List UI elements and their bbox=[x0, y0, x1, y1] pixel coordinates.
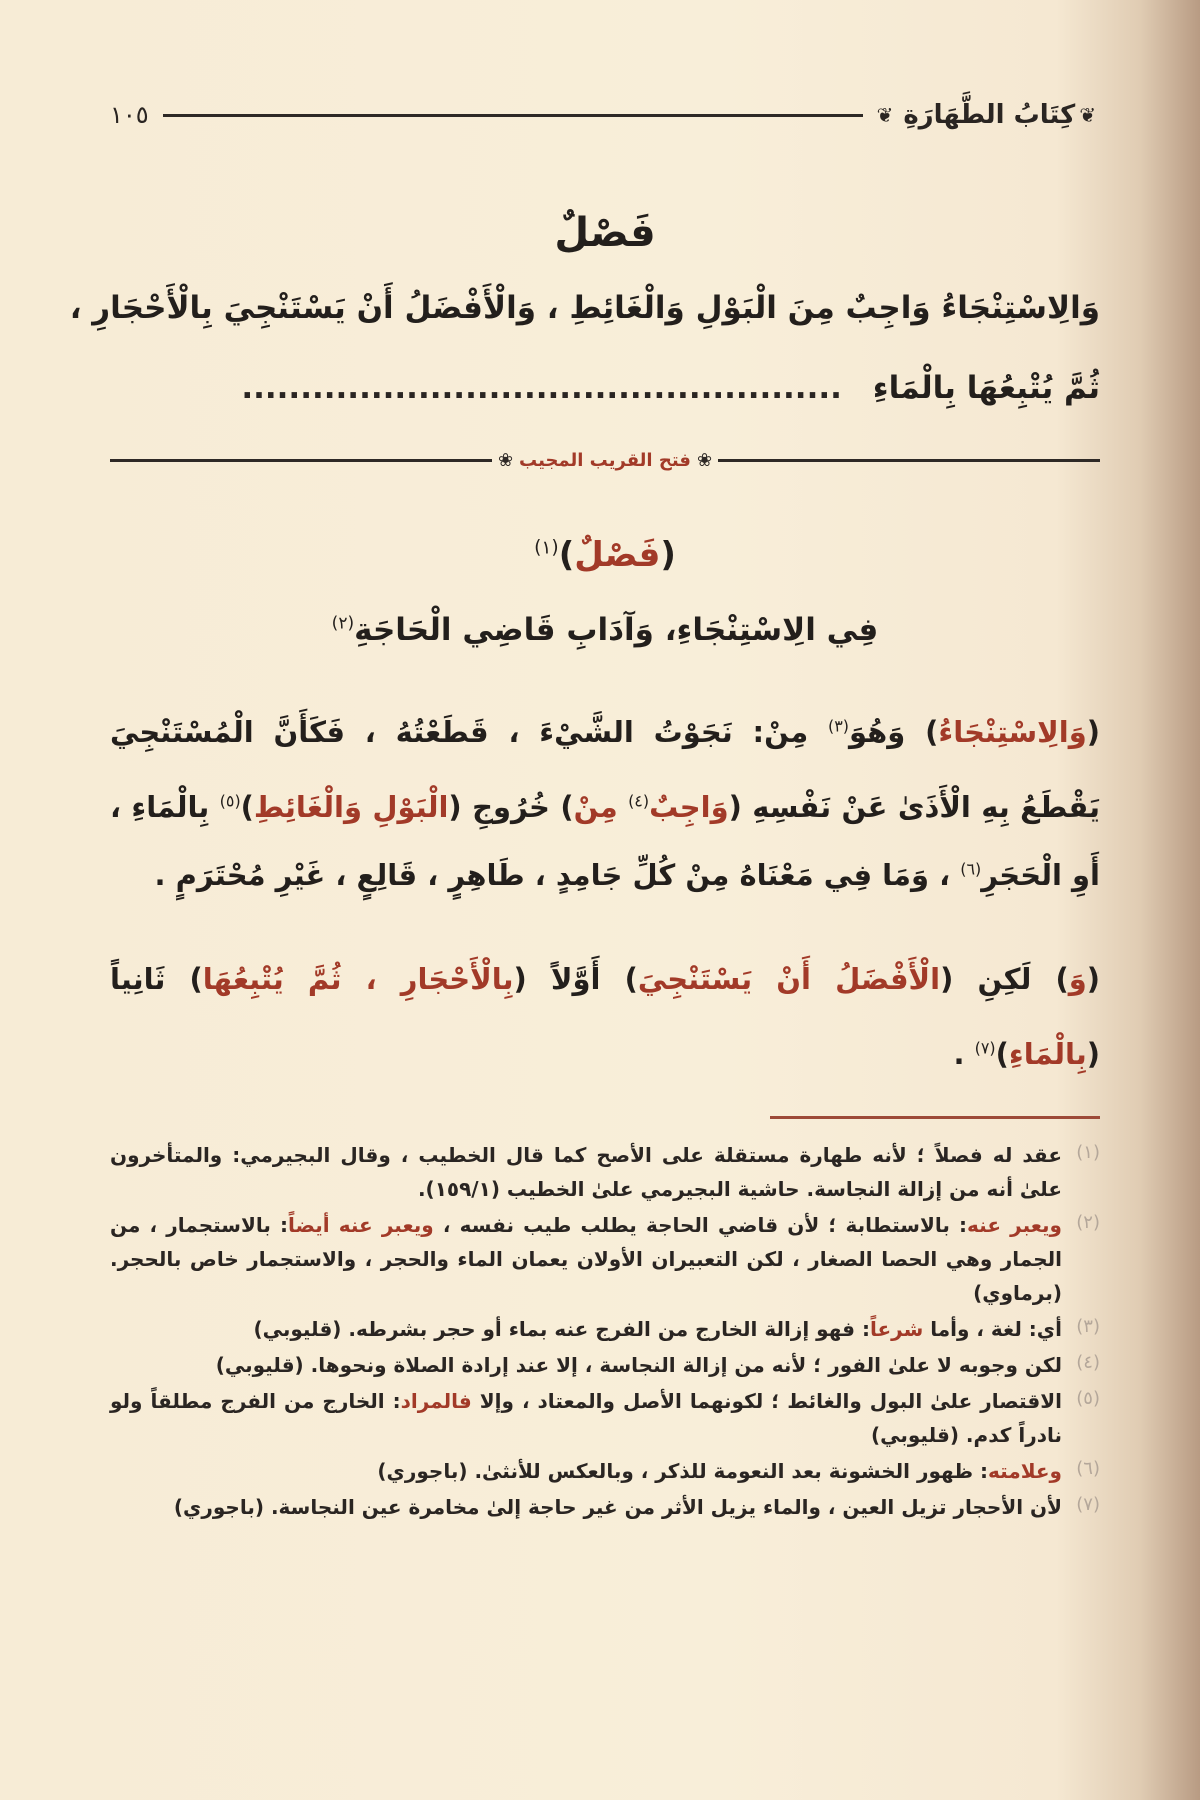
text-run: أي: لغة ، وأما bbox=[923, 1317, 1062, 1341]
ornament-icon: ❀ bbox=[497, 450, 514, 471]
highlighted-text: ويعبر عنه أيضاً bbox=[288, 1213, 434, 1237]
text-run: ) لَكِنِ ( bbox=[940, 962, 1069, 996]
divider-rule bbox=[718, 459, 1100, 462]
footnotes bbox=[110, 1138, 1100, 1526]
ornament-icon: ❦ bbox=[876, 103, 894, 127]
text-run: ) ثَانِياً bbox=[110, 962, 203, 996]
highlighted-text: بِالْأَحْجَارِ ، ثُمَّ يُتْبِعُهَا bbox=[202, 962, 514, 996]
sharh-line bbox=[110, 962, 1100, 996]
paren: ) bbox=[558, 535, 575, 575]
paren: ( bbox=[660, 535, 676, 575]
sharh-line bbox=[110, 1037, 1100, 1071]
footnote-ref[interactable]: (٤) bbox=[628, 791, 650, 811]
text-run: ) أَوَّلاً ( bbox=[513, 962, 638, 996]
footnote-ref[interactable]: (٥) bbox=[219, 791, 241, 811]
footnote-number: (٤) bbox=[1076, 1352, 1100, 1373]
text-run: ، وَمَا فِي مَعْنَاهُ مِنْ كُلِّ جَامِدٍ ، طَاهِرٍ ، قَالِعٍ ، غَيْرِ مُحْتَرَمٍ . bbox=[154, 858, 961, 892]
text-run: بِالْمَاءِ ، bbox=[110, 790, 220, 824]
footnote-number: (٧) bbox=[1076, 1494, 1100, 1515]
commentary-divider bbox=[110, 450, 1100, 471]
sharh-line bbox=[110, 715, 1100, 749]
matn-text: ثُمَّ يُتْبِعُهَا بِالْمَاءِ bbox=[872, 370, 1100, 406]
highlighted-text: الْبَوْلِ وَالْغَائِطِ bbox=[253, 790, 449, 824]
text-run: : الخارج من الفرج مطلقاً ولو نادراً كدم. (قليوبي) bbox=[110, 1389, 1062, 1447]
section-subheading bbox=[110, 612, 1100, 648]
text-run: يَقْطَعُ بِهِ الْأَذَىٰ عَنْ نَفْسِهِ ( bbox=[728, 790, 1100, 824]
text-run: ) bbox=[995, 1037, 1009, 1071]
footnote-ref[interactable]: (١) bbox=[534, 537, 559, 559]
footnote-number: (٥) bbox=[1076, 1388, 1100, 1409]
text-run: : ظهور الخشونة بعد النعومة للذكر ، وبالعكس للأنثىٰ. (باجوري) bbox=[377, 1459, 989, 1483]
footnote-ref[interactable]: (٢) bbox=[331, 613, 355, 634]
footnote bbox=[110, 1384, 1100, 1452]
highlighted-text: وَاجِبٌ bbox=[649, 790, 729, 824]
text-run: ) bbox=[240, 790, 254, 824]
footnote-number: (١) bbox=[1076, 1142, 1100, 1163]
matn-title: فَصْلٌ bbox=[554, 210, 656, 256]
text-run: ) وَهُوَ bbox=[848, 715, 939, 749]
text-run: ) خُرُوجِ ( bbox=[448, 790, 574, 824]
highlighted-text: مِنْ bbox=[573, 790, 618, 824]
footnote bbox=[110, 1348, 1100, 1382]
text-run: الاقتصار علىٰ البول والغائط ؛ لكونهما الأصل والمعتاد ، وإلا bbox=[471, 1389, 1062, 1413]
highlighted-text: فالمراد bbox=[400, 1389, 472, 1413]
section-heading bbox=[110, 535, 1100, 575]
footnote bbox=[110, 1208, 1100, 1310]
footnote-ref[interactable]: (٦) bbox=[960, 859, 982, 879]
footnote-number: (٦) bbox=[1076, 1458, 1100, 1479]
text-run: لأن الأحجار تزيل العين ، والماء يزيل الأثر من غير حاجة إلىٰ مخامرة عين النجاسة. (باجوري) bbox=[173, 1495, 1062, 1519]
footnote-ref[interactable]: (٧) bbox=[974, 1038, 996, 1058]
highlighted-text: وعلامته bbox=[988, 1459, 1062, 1483]
text-run: . bbox=[953, 1037, 975, 1071]
highlighted-text: بِالْمَاءِ bbox=[1008, 1037, 1087, 1071]
text-run: ( bbox=[1086, 1037, 1100, 1071]
text-run: مِنْ: نَجَوْتُ الشَّيْءَ ، قَطَعْتُهُ ، فَكَأَنَّ الْمُسْتَنْجِيَ bbox=[110, 715, 828, 749]
header-rule bbox=[163, 114, 863, 117]
highlighted-text: ويعبر عنه bbox=[967, 1213, 1062, 1237]
matn-line: وَالِاسْتِنْجَاءُ وَاجِبٌ مِنَ الْبَوْلِ وَالْغَائِطِ ، وَالْأَفْضَلُ أَنْ يَسْتَنْجِيَ بِالْأَحْجَارِ ، bbox=[69, 290, 1100, 326]
running-title: كِتَابُ الطَّهَارَةِ bbox=[903, 100, 1076, 130]
divider-rule bbox=[110, 459, 492, 462]
highlighted-text: الْأَفْضَلُ أَنْ يَسْتَنْجِيَ bbox=[637, 962, 941, 996]
sharh-line bbox=[110, 790, 1100, 824]
book-page bbox=[69, 0, 1101, 1800]
footnote bbox=[110, 1454, 1100, 1488]
footnote-separator bbox=[770, 1116, 1100, 1119]
footnote-number: (٢) bbox=[1076, 1212, 1100, 1233]
text-run: ( bbox=[1086, 715, 1101, 749]
footnote bbox=[110, 1312, 1100, 1346]
sharh-line bbox=[110, 858, 1100, 892]
text-run: ( bbox=[1086, 962, 1101, 996]
highlighted-text: وَالِاسْتِنْجَاءُ bbox=[938, 715, 1087, 749]
text-run: : بالاستجمار ، من الجمار وهي الحصا الصغار ، لكن التعبيران الأولان يعمان الماء والحجر ، والاستجمار خاص بالحجر. (برماوي) bbox=[110, 1213, 1062, 1305]
footnote-number: (٣) bbox=[1076, 1316, 1100, 1337]
text-run: أَوِ الْحَجَرِ bbox=[981, 858, 1100, 892]
subheading-text: فِي الِاسْتِنْجَاءِ، وَآدَابِ قَاضِي الْحَاجَةِ bbox=[354, 612, 879, 648]
text-run: : فهو إزالة الخارج من الفرج عنه بماء أو حجر بشرطه. (قليوبي) bbox=[253, 1317, 870, 1341]
highlighted-text: شرعاً bbox=[869, 1317, 924, 1341]
text-run: عقد له فصلاً ؛ لأنه طهارة مستقلة على الأصح كما قال الخطيب ، وقال البجيرمي: والمتأخرون علىٰ أنه من إزالة النجاسة. حاشية البجيرمي علىٰ الخطيب (١٥٩/١). bbox=[110, 1143, 1062, 1201]
matn-line bbox=[110, 370, 1100, 406]
footnote bbox=[110, 1138, 1100, 1206]
text-run bbox=[618, 790, 628, 824]
footnote bbox=[110, 1490, 1100, 1524]
page-number: ١٠٥ bbox=[110, 101, 149, 129]
highlighted-text: وَ bbox=[1068, 962, 1087, 996]
text-run: : بالاستطابة ؛ لأن قاضي الحاجة يطلب طيب نفسه ، bbox=[433, 1213, 968, 1237]
running-header bbox=[110, 98, 1100, 132]
section-heading-word: فَصْلٌ bbox=[574, 535, 661, 575]
matn-dots: ................................................... bbox=[241, 370, 842, 406]
ornament-icon: ❦ bbox=[1079, 103, 1096, 127]
footnote-ref[interactable]: (٣) bbox=[827, 716, 849, 736]
ornament-icon: ❀ bbox=[696, 450, 713, 471]
commentary-title: فتح القريب المجيب bbox=[519, 450, 691, 471]
text-run: لكن وجوبه لا علىٰ الفور ؛ لأنه من إزالة النجاسة ، إلا عند إرادة الصلاة ونحوها. (قليوبي) bbox=[215, 1353, 1062, 1377]
